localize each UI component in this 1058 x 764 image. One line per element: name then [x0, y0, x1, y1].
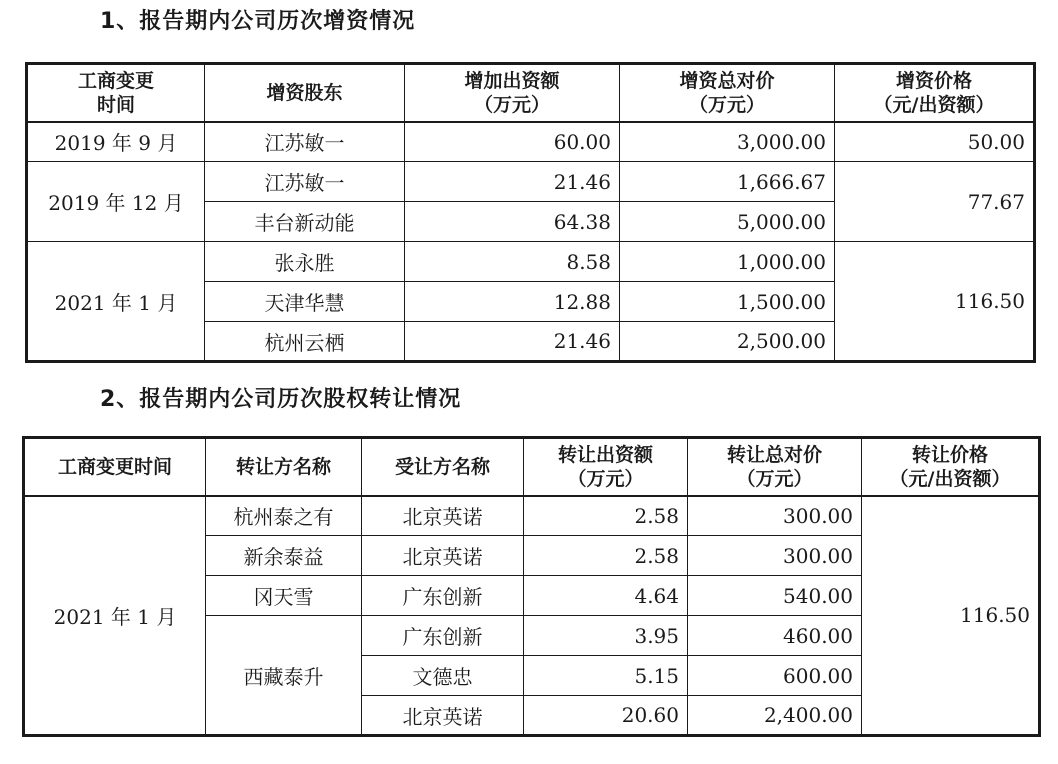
total-cell: 1,666.67 — [620, 162, 835, 202]
section1-title: 1、报告期内公司历次增资情况 — [100, 9, 416, 34]
total-cell: 300.00 — [688, 536, 862, 576]
amount-cell: 21.46 — [405, 162, 620, 202]
price-cell: 50.00 — [835, 122, 1035, 162]
amount-cell: 2.58 — [524, 536, 688, 576]
transferor-cell: 新余泰益 — [206, 536, 362, 576]
header-total: 增资总对价 （万元） — [620, 64, 835, 122]
header-price: 增资价格 （元/出资额） — [835, 64, 1035, 122]
header-transferor: 转让方名称 — [206, 438, 362, 496]
transferee-cell: 北京英诺 — [362, 496, 524, 536]
shareholder-cell: 杭州云栖 — [205, 322, 405, 362]
total-cell: 460.00 — [688, 616, 862, 656]
shareholder-cell: 天津华慧 — [205, 282, 405, 322]
header-price: 转让价格 （元/出资额） — [862, 438, 1040, 496]
date-cell: 2021 年 1 月 — [27, 242, 205, 362]
price-cell: 116.50 — [862, 496, 1040, 736]
date-cell: 2021 年 1 月 — [24, 496, 206, 736]
total-cell: 540.00 — [688, 576, 862, 616]
total-cell: 1,000.00 — [620, 242, 835, 282]
header-transferee: 受让方名称 — [362, 438, 524, 496]
header-row — [24, 438, 1040, 496]
capital-increase-table — [25, 62, 1036, 363]
shareholder-cell: 丰台新动能 — [205, 202, 405, 242]
total-cell: 2,400.00 — [688, 696, 862, 736]
total-cell: 300.00 — [688, 496, 862, 536]
table-row — [27, 162, 1035, 202]
transferee-cell: 北京英诺 — [362, 696, 524, 736]
header-total: 转让总对价 （万元） — [688, 438, 862, 496]
transferee-cell: 文德忠 — [362, 656, 524, 696]
date-cell: 2019 年 9 月 — [27, 122, 205, 162]
date-cell: 2019 年 12 月 — [27, 162, 205, 242]
transferor-cell: 西藏泰升 — [206, 616, 362, 736]
shareholder-cell: 江苏敏一 — [205, 122, 405, 162]
total-cell: 1,500.00 — [620, 282, 835, 322]
shareholder-cell: 江苏敏一 — [205, 162, 405, 202]
amount-cell: 21.46 — [405, 322, 620, 362]
total-cell: 3,000.00 — [620, 122, 835, 162]
shareholder-cell: 张永胜 — [205, 242, 405, 282]
total-cell: 5,000.00 — [620, 202, 835, 242]
price-cell: 116.50 — [835, 242, 1035, 362]
amount-cell: 5.15 — [524, 656, 688, 696]
equity-transfer-table — [22, 436, 1041, 737]
header-amount: 转让出资额 （万元） — [524, 438, 688, 496]
transferee-cell: 广东创新 — [362, 576, 524, 616]
header-shareholder: 增资股东 — [205, 64, 405, 122]
amount-cell: 60.00 — [405, 122, 620, 162]
amount-cell: 20.60 — [524, 696, 688, 736]
header-row — [27, 64, 1035, 122]
amount-cell: 8.58 — [405, 242, 620, 282]
amount-cell: 3.95 — [524, 616, 688, 656]
transferee-cell: 广东创新 — [362, 616, 524, 656]
amount-cell: 12.88 — [405, 282, 620, 322]
total-cell: 2,500.00 — [620, 322, 835, 362]
table-row — [27, 242, 1035, 282]
transferor-cell: 冈天雪 — [206, 576, 362, 616]
total-cell: 600.00 — [688, 656, 862, 696]
header-amount: 增加出资额 （万元） — [405, 64, 620, 122]
table-row — [24, 496, 1040, 536]
amount-cell: 2.58 — [524, 496, 688, 536]
header-date: 工商变更 时间 — [27, 64, 205, 122]
price-cell: 77.67 — [835, 162, 1035, 242]
table-row — [27, 122, 1035, 162]
transferor-cell: 杭州泰之有 — [206, 496, 362, 536]
transferee-cell: 北京英诺 — [362, 536, 524, 576]
amount-cell: 64.38 — [405, 202, 620, 242]
amount-cell: 4.64 — [524, 576, 688, 616]
section2-title: 2、报告期内公司历次股权转让情况 — [100, 387, 462, 412]
header-date: 工商变更时间 — [24, 438, 206, 496]
